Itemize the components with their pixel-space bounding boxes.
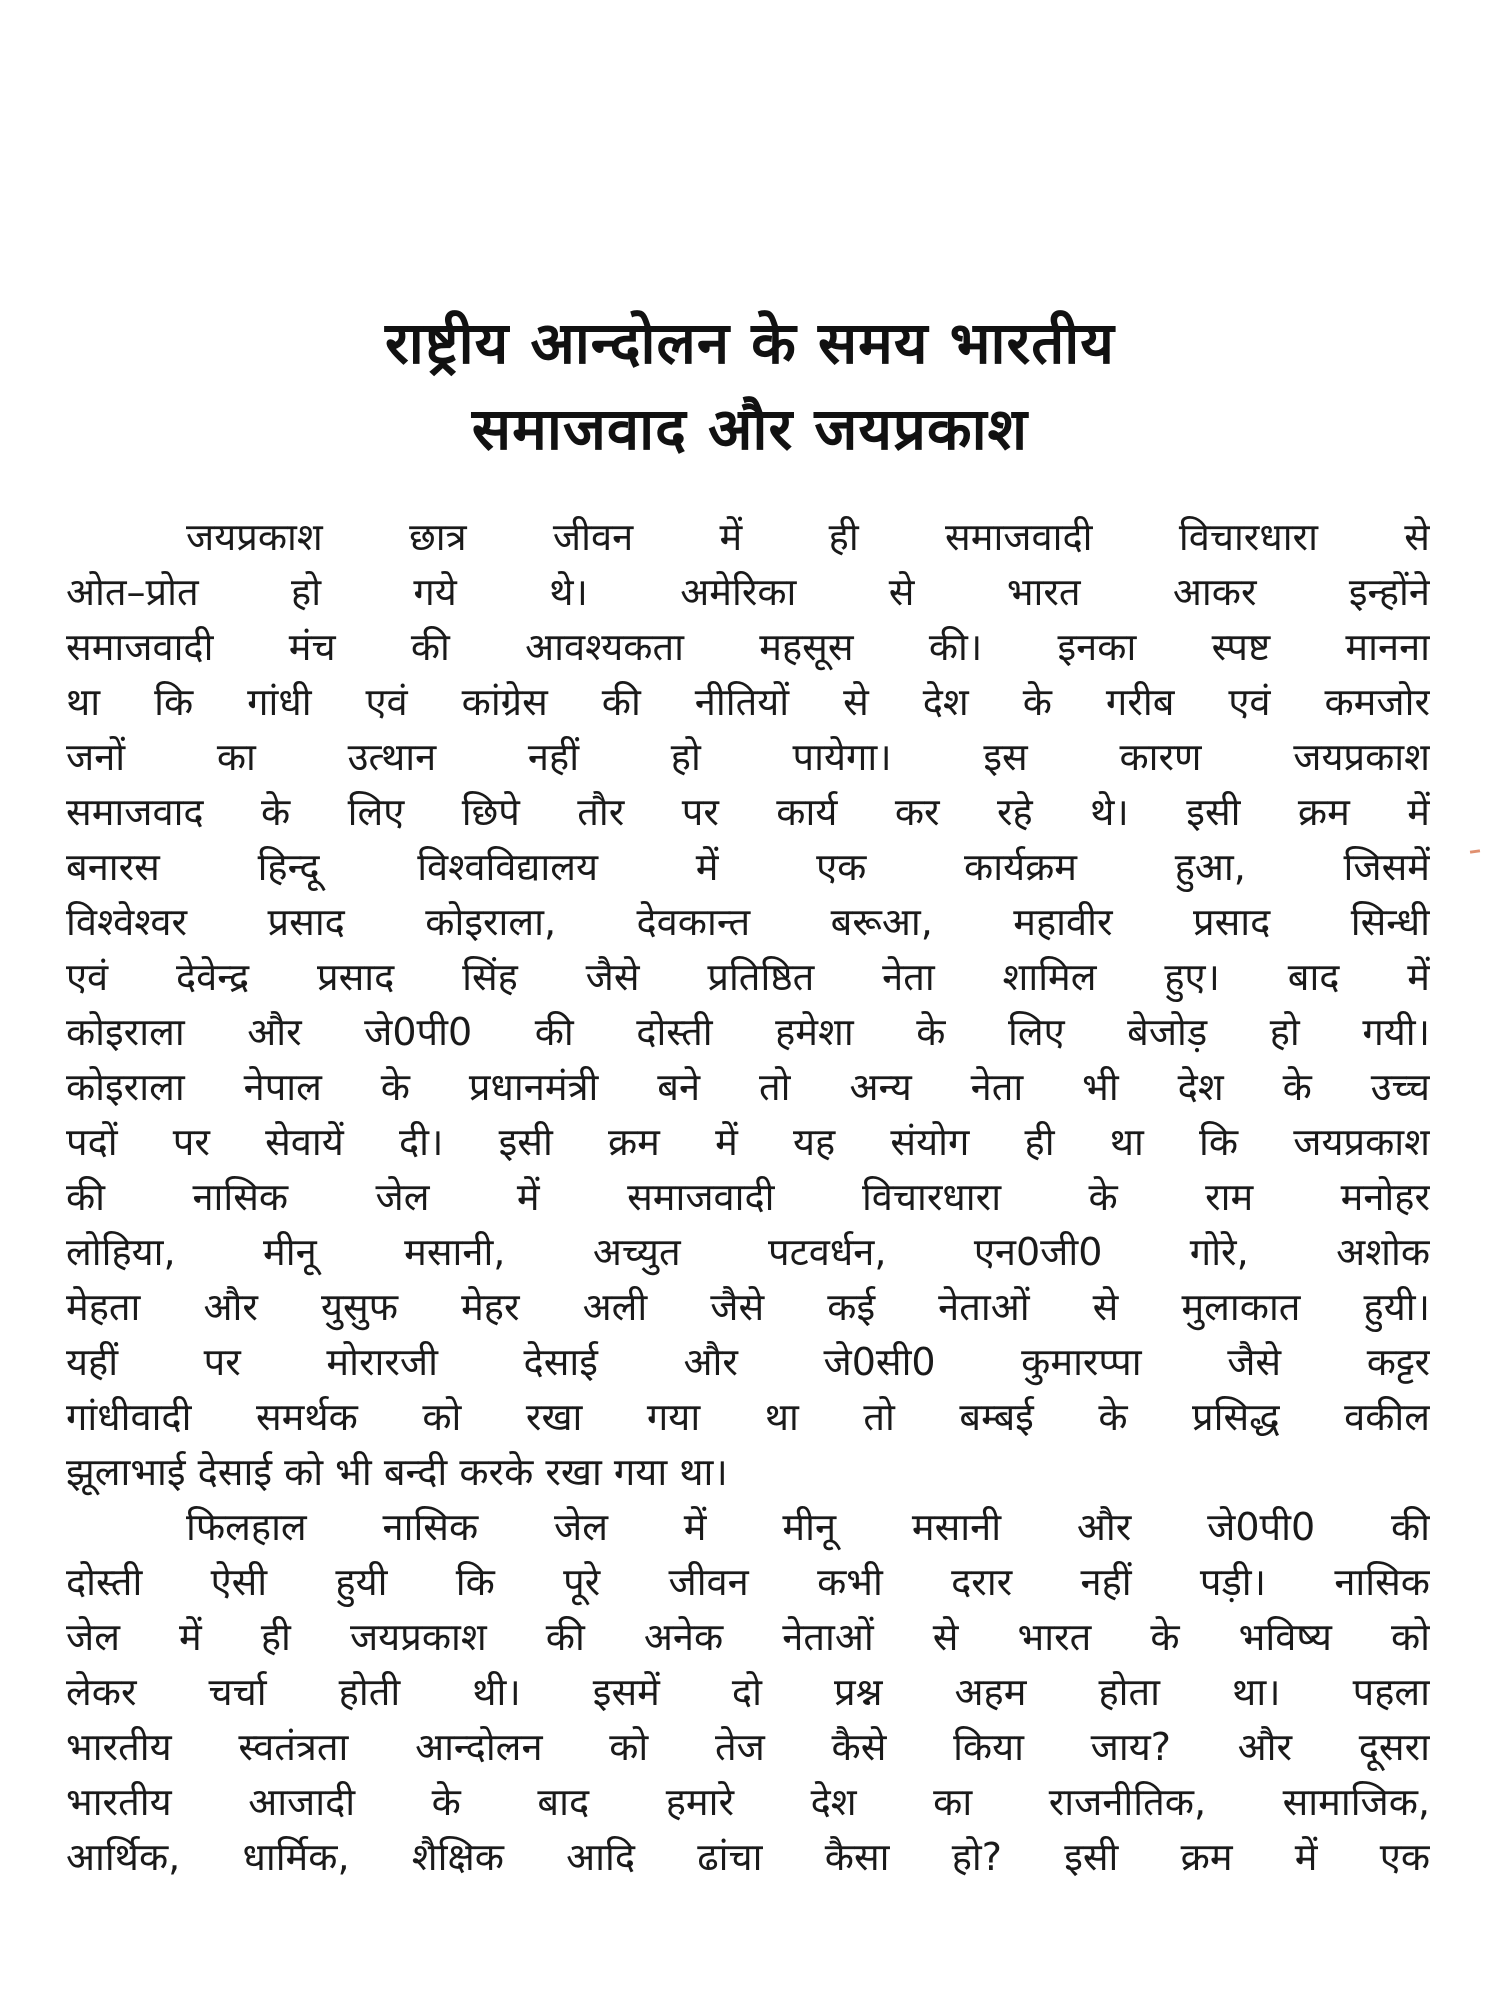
text-line: जयप्रकाश छात्र जीवन में ही समाजवादी विचारधारा से bbox=[186, 515, 1430, 559]
text-line: था कि गांधी एवं कांग्रेस की नीतियों से देश के गरीब एवं कमजोर bbox=[66, 680, 1430, 724]
text-line: जेल में ही जयप्रकाश की अनेक नेताओं से भारत के भविष्य को bbox=[66, 1615, 1430, 1659]
text-line: भारतीय आजादी के बाद हमारे देश का राजनीतिक, सामाजिक, bbox=[66, 1780, 1430, 1824]
text-line: कोइराला नेपाल के प्रधानमंत्री बने तो अन्य नेता भी देश के उच्च bbox=[66, 1065, 1430, 1109]
text-line: झूलाभाई देसाई को भी बन्दी करके रखा गया था। bbox=[66, 1450, 728, 1494]
paragraph-2 bbox=[66, 1500, 1430, 1885]
text-line: लेकर चर्चा होती थी। इसमें दो प्रश्न अहम होता था। पहला bbox=[66, 1670, 1430, 1714]
margin-mark bbox=[1470, 849, 1480, 853]
text-line: जनों का उत्थान नहीं हो पायेगा। इस कारण जयप्रकाश bbox=[66, 735, 1430, 779]
text-line: समाजवादी मंच की आवश्यकता महसूस की। इनका स्पष्ट मानना bbox=[66, 625, 1430, 669]
text-line: समाजवाद के लिए छिपे तौर पर कार्य कर रहे थे। इसी क्रम में bbox=[66, 790, 1430, 834]
title-line-1: राष्ट्रीय आन्दोलन के समय भारतीय bbox=[385, 309, 1115, 377]
text-line: विश्वेश्वर प्रसाद कोइराला, देवकान्त बरूआ, महावीर प्रसाद सिन्धी bbox=[66, 900, 1430, 944]
text-line: बनारस हिन्दू विश्वविद्यालय में एक कार्यक्रम हुआ, जिसमें bbox=[66, 845, 1430, 889]
text-line: यहीं पर मोरारजी देसाई और जे0सी0 कुमारप्पा जैसे कट्टर bbox=[66, 1340, 1430, 1384]
title-line-2: समाजवाद और जयप्रकाश bbox=[471, 395, 1029, 463]
text-line: लोहिया, मीनू मसानी, अच्युत पटवर्धन, एन0जी0 गोरे, अशोक bbox=[66, 1230, 1430, 1274]
paragraph-1 bbox=[66, 510, 1430, 1500]
chapter-title bbox=[0, 300, 1500, 472]
text-line: की नासिक जेल में समाजवादी विचारधारा के राम मनोहर bbox=[66, 1175, 1430, 1219]
text-line: कोइराला और जे0पी0 की दोस्ती हमेशा के लिए बेजोड़ हो गयी। bbox=[66, 1010, 1430, 1054]
text-line: एवं देवेन्द्र प्रसाद सिंह जैसे प्रतिष्ठित नेता शामिल हुए। बाद में bbox=[66, 955, 1430, 999]
text-line: दोस्ती ऐसी हुयी कि पूरे जीवन कभी दरार नहीं पड़ी। नासिक bbox=[66, 1560, 1430, 1604]
text-line: पदों पर सेवायें दी। इसी क्रम में यह संयोग ही था कि जयप्रकाश bbox=[66, 1120, 1430, 1164]
text-line: ओत–प्रोत हो गये थे। अमेरिका से भारत आकर इन्होंने bbox=[66, 570, 1430, 614]
text-line: मेहता और युसुफ मेहर अली जैसे कई नेताओं से मुलाकात हुयी। bbox=[66, 1285, 1430, 1329]
text-line: भारतीय स्वतंत्रता आन्दोलन को तेज कैसे किया जाय? और दूसरा bbox=[66, 1725, 1430, 1769]
text-line: फिलहाल नासिक जेल में मीनू मसानी और जे0पी0 की bbox=[186, 1505, 1430, 1549]
text-line: गांधीवादी समर्थक को रखा गया था तो बम्बई के प्रसिद्ध वकील bbox=[66, 1395, 1430, 1439]
text-line: आर्थिक, धार्मिक, शैक्षिक आदि ढांचा कैसा हो? इसी क्रम में एक bbox=[66, 1835, 1430, 1879]
